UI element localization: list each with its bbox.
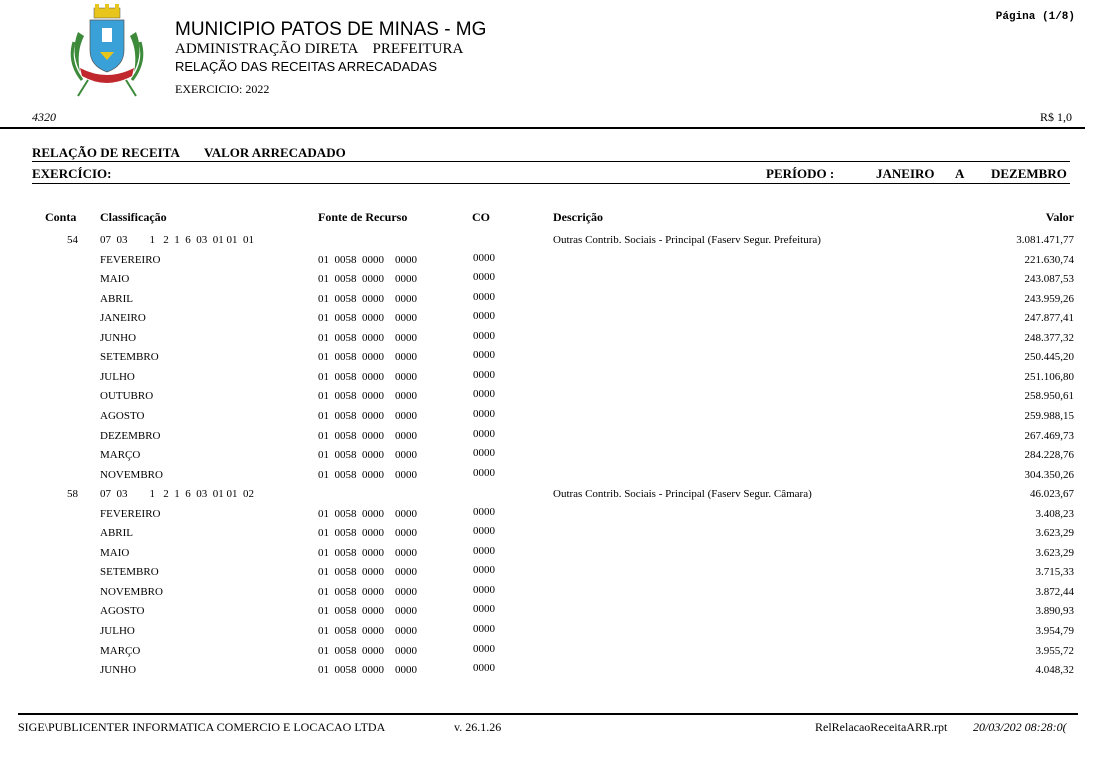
cell-valor: 267.469,73: [1024, 429, 1074, 442]
cell-valor: 243.087,53: [1024, 273, 1074, 286]
cell-fonte-recurso: 01 0058 0000 0000: [318, 625, 417, 637]
table-row: [0, 466, 1097, 488]
cell-classificacao: SETEMBRO: [100, 566, 159, 579]
footer-version: v. 26.1.26: [454, 720, 502, 734]
cell-valor: 284.228,76: [1024, 449, 1074, 462]
cell-valor: 3.890,93: [1035, 605, 1074, 618]
cell-classificacao: DEZEMBRO: [100, 429, 161, 442]
table-row: [0, 427, 1097, 449]
cell-classificacao: FEVEREIRO: [100, 507, 161, 520]
cell-valor: 247.877,41: [1024, 312, 1074, 325]
cell-valor: 3.081.471,77: [1016, 234, 1074, 246]
cell-classificacao: NOVEMBRO: [100, 468, 163, 481]
cell-conta: 54: [67, 234, 78, 246]
cell-valor: 250.445,20: [1024, 351, 1074, 364]
cell-classificacao: AGOSTO: [100, 605, 145, 618]
table-row: [0, 566, 1097, 585]
table-row: [0, 583, 1097, 605]
cell-co: 0000: [473, 368, 495, 381]
table-row: [0, 234, 1097, 253]
table-row: [0, 664, 1097, 683]
cell-classificacao: MARÇO: [100, 449, 141, 462]
report-value-label: VALOR ARRECADADO: [204, 145, 346, 160]
cell-co: 0000: [473, 388, 495, 401]
footer-datetime: 20/03/202 08:28:0(: [973, 720, 1067, 734]
cell-classificacao: JANEIRO: [100, 312, 146, 325]
cell-fonte-recurso: 01 0058 0000 0000: [318, 370, 417, 383]
cell-valor: 4.048,32: [1035, 664, 1074, 677]
cell-classificacao: FEVEREIRO: [100, 253, 161, 266]
cell-valor: 248.377,32: [1024, 331, 1074, 344]
cell-co: 0000: [473, 329, 495, 342]
cell-valor: 304.350,26: [1024, 468, 1074, 481]
cell-valor: 243.959,26: [1024, 292, 1074, 305]
cell-fonte-recurso: 01 0058 0000 0000: [318, 409, 417, 422]
cell-descricao: Outras Contrib. Sociais - Principal (Faserv Segur. Prefeitura): [553, 234, 821, 246]
report-type-label: RELAÇÃO DE RECEITA: [32, 145, 180, 160]
cell-fonte-recurso: 01 0058 0000 0000: [318, 644, 417, 657]
table-row: [0, 351, 1097, 370]
cell-valor: 3.623,29: [1035, 527, 1074, 540]
cell-co: 0000: [473, 623, 495, 635]
cell-classificacao: MAIO: [100, 273, 130, 286]
footer-report-file: RelRelacaoReceitaARR.rpt: [815, 720, 948, 734]
cell-co: 0000: [473, 642, 495, 655]
table-row: [0, 273, 1097, 292]
cell-fonte-recurso: 01 0058 0000 0000: [318, 585, 417, 598]
col-header-co: CO: [472, 210, 490, 224]
cell-co: 0000: [473, 466, 495, 479]
cell-valor: 259.988,15: [1024, 409, 1074, 422]
cell-valor: 46.023,67: [1030, 488, 1074, 501]
header-divider: [0, 127, 1085, 129]
col-header-classificacao: Classificação: [100, 210, 167, 224]
cell-valor: 3.408,23: [1035, 507, 1074, 520]
cell-valor: 3.954,79: [1035, 625, 1074, 637]
cell-valor: 251.106,80: [1024, 370, 1074, 383]
table-row: [0, 505, 1097, 527]
cell-co: 0000: [473, 310, 495, 323]
cell-co: 0000: [473, 251, 495, 264]
cell-classificacao: MARÇO: [100, 644, 141, 657]
cell-fonte-recurso: 01 0058 0000 0000: [318, 527, 417, 540]
cell-valor: 3.715,33: [1035, 566, 1074, 579]
municipal-coat-of-arms-icon: [68, 2, 146, 98]
cell-fonte-recurso: 01 0058 0000 0000: [318, 429, 417, 442]
cell-fonte-recurso: 01 0058 0000 0000: [318, 331, 417, 344]
page-number: Página (1/8): [995, 11, 1075, 23]
report-subtitle-admin: ADMINISTRAÇÃO DIRETA PREFEITURA: [175, 41, 464, 57]
table-row: [0, 390, 1097, 409]
cell-co: 0000: [473, 564, 495, 577]
cell-valor: 221.630,74: [1024, 253, 1074, 266]
cell-fonte-recurso: 01 0058 0000 0000: [318, 253, 417, 266]
section-divider: [32, 161, 1070, 162]
section-divider-2: [32, 183, 1070, 184]
cell-classificacao: AGOSTO: [100, 409, 145, 422]
periodo-label: PERÍODO :: [766, 166, 835, 181]
cell-co: 0000: [473, 427, 495, 440]
currency-unit: R$ 1,0: [1040, 110, 1073, 124]
cell-co: 0000: [473, 662, 495, 675]
cell-co: 0000: [473, 603, 495, 616]
cell-fonte-recurso: 01 0058 0000 0000: [318, 546, 417, 559]
cell-classificacao: OUTUBRO: [100, 390, 154, 403]
cell-classificacao: 07 03 1 2 1 6 03 01 01 01: [100, 234, 254, 246]
cell-co: 0000: [473, 349, 495, 362]
table-row: [0, 625, 1097, 644]
cell-fonte-recurso: 01 0058 0000 0000: [318, 351, 417, 364]
cell-fonte-recurso: 01 0058 0000 0000: [318, 292, 417, 305]
report-exercise-year: EXERCICIO: 2022: [175, 82, 270, 96]
cell-valor: 3.955,72: [1035, 644, 1074, 657]
table-row: [0, 642, 1097, 664]
cell-fonte-recurso: 01 0058 0000 0000: [318, 566, 417, 579]
cell-co: 0000: [473, 447, 495, 460]
periodo-from: JANEIRO: [876, 166, 935, 181]
footer-divider: [18, 713, 1078, 715]
cell-valor: 3.872,44: [1035, 585, 1074, 598]
col-header-descricao: Descrição: [553, 210, 603, 224]
cell-classificacao: NOVEMBRO: [100, 585, 163, 598]
cell-classificacao: JULHO: [100, 625, 135, 637]
cell-valor: 258.950,61: [1024, 390, 1074, 403]
table-row: [0, 290, 1097, 312]
table-row: [0, 312, 1097, 331]
table-row: [0, 251, 1097, 273]
cell-fonte-recurso: 01 0058 0000 0000: [318, 449, 417, 462]
footer-company: SIGE\PUBLICENTER INFORMATICA COMERCIO E LOCACAO LTDA: [18, 720, 386, 734]
cell-co: 0000: [473, 290, 495, 303]
cell-co: 0000: [473, 505, 495, 518]
table-row: [0, 544, 1097, 566]
cell-co: 0000: [473, 407, 495, 420]
cell-classificacao: JULHO: [100, 370, 135, 383]
cell-fonte-recurso: 01 0058 0000 0000: [318, 664, 417, 677]
table-row: [0, 527, 1097, 546]
report-subtitle-relation: RELAÇÃO DAS RECEITAS ARRECADADAS: [175, 59, 437, 74]
cell-co: 0000: [473, 544, 495, 557]
cell-classificacao: 07 03 1 2 1 6 03 01 01 02: [100, 488, 254, 501]
table-row: [0, 368, 1097, 390]
cell-co: 0000: [473, 583, 495, 596]
col-header-fonte: Fonte de Recurso: [318, 210, 408, 224]
exercicio-label: EXERCÍCIO:: [32, 166, 112, 181]
cell-valor: 3.623,29: [1035, 546, 1074, 559]
cell-classificacao: SETEMBRO: [100, 351, 159, 364]
periodo-separator: A: [955, 166, 965, 181]
table-row: [0, 605, 1097, 624]
entity-code: 4320: [32, 110, 56, 124]
cell-classificacao: ABRIL: [100, 527, 133, 540]
cell-classificacao: JUNHO: [100, 664, 137, 677]
periodo-to: DEZEMBRO: [991, 166, 1067, 181]
cell-co: 0000: [473, 271, 495, 284]
table-row: [0, 488, 1097, 507]
col-header-conta: Conta: [45, 210, 77, 224]
table-row: [0, 329, 1097, 351]
cell-fonte-recurso: 01 0058 0000 0000: [318, 390, 417, 403]
report-title: MUNICIPIO PATOS DE MINAS - MG: [175, 19, 487, 40]
cell-classificacao: MAIO: [100, 546, 130, 559]
cell-classificacao: ABRIL: [100, 292, 133, 305]
table-row: [0, 449, 1097, 468]
cell-classificacao: JUNHO: [100, 331, 137, 344]
cell-co: 0000: [473, 525, 495, 538]
cell-fonte-recurso: 01 0058 0000 0000: [318, 312, 417, 325]
table-row: [0, 407, 1097, 429]
col-header-valor: Valor: [1045, 210, 1074, 224]
cell-descricao: Outras Contrib. Sociais - Principal (Faserv Segur. Câmara): [553, 488, 812, 501]
cell-fonte-recurso: 01 0058 0000 0000: [318, 273, 417, 286]
cell-fonte-recurso: 01 0058 0000 0000: [318, 468, 417, 481]
cell-conta: 58: [67, 488, 78, 501]
cell-fonte-recurso: 01 0058 0000 0000: [318, 507, 417, 520]
cell-fonte-recurso: 01 0058 0000 0000: [318, 605, 417, 618]
